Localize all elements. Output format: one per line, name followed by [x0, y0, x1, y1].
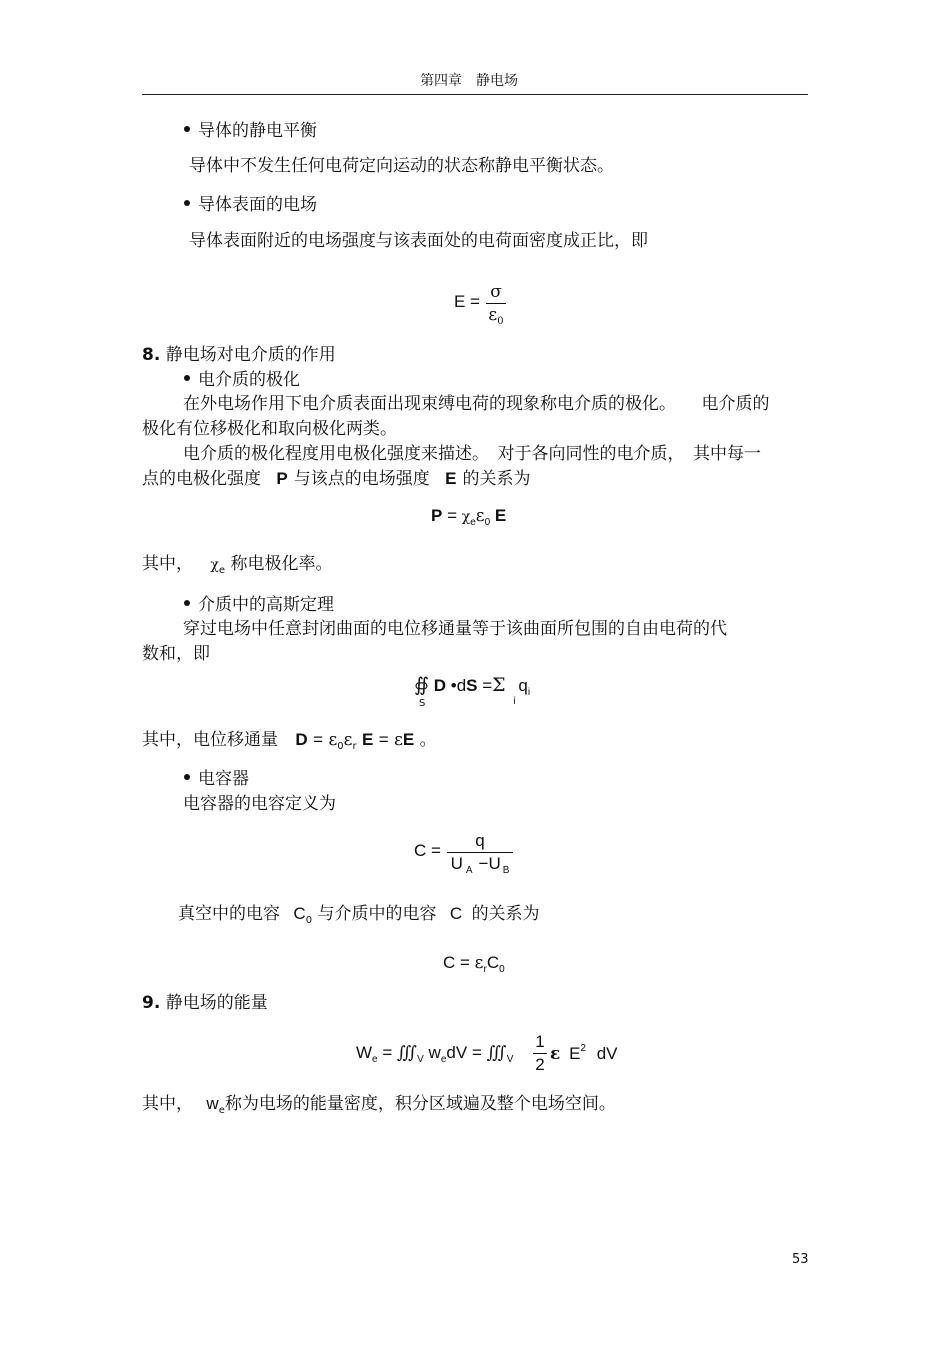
heading-capacitor: 电容器 — [198, 769, 249, 789]
triple-integral-icon: ∭ — [486, 1043, 507, 1063]
section-number: 8. — [142, 345, 161, 365]
section-number: 9. — [142, 993, 161, 1013]
bullet-conductor-surface — [184, 194, 317, 216]
formula-capacitance-lhs: C = — [414, 841, 441, 860]
bullet-capacitor — [184, 768, 249, 790]
page-header: 第四章 静电场 — [420, 73, 518, 89]
formula-surface-fraction — [486, 281, 506, 333]
section-title: 静电场对电介质的作用 — [165, 345, 336, 365]
header-rule — [142, 94, 808, 95]
fraction-denominator: U $_A$ −U $_B$ — [450, 854, 510, 876]
section-title: 静电场的能量 — [165, 993, 268, 1013]
heading-conductor-equilibrium: 导体的静电平衡 — [198, 121, 317, 141]
surface-integral-icon: ∯ — [414, 674, 429, 696]
energy-note: 其中， $w_e$称为电场的能量密度，积分区域遍及整个电场空间。 — [142, 1094, 616, 1116]
polarization-p1-line1: 在外电场作用下电介质表面出现束缚电荷的现象称电介质的极化。 电介质的 — [183, 394, 770, 414]
fraction-denominator: 2 — [535, 1055, 545, 1074]
sum-subscript: i — [513, 696, 516, 707]
capacitor-definition: 电容器的电容定义为 — [183, 794, 336, 814]
formula-gauss: ∯ D •dS =Σ $q_i$ — [414, 674, 531, 698]
summation-icon: Σ — [492, 674, 506, 696]
bullet-dot — [184, 375, 190, 381]
section-8-heading — [142, 344, 336, 366]
bullet-gauss — [184, 594, 334, 616]
fraction-numerator: σ — [490, 282, 502, 302]
polarization-p2-line1: 电介质的极化程度用电极化强度来描述。 对于各向同性的电介质， 其中每一 — [183, 444, 761, 464]
paragraph-conductor-surface: 导体表面附近的电场强度与该表面处的电荷面密度成正比，即 — [189, 231, 648, 251]
polarization-p1-line2: 极化有位移极化和取向极化两类。 — [142, 419, 397, 439]
fraction-numerator: 1 — [535, 1032, 545, 1051]
capacitor-relation: 真空中的电容 $C_0$ 与介质中的电容 C 的关系为 — [178, 904, 540, 926]
formula-energy-tail: ε $E^2$ dV — [550, 1043, 618, 1064]
formula-capacitance-fraction — [447, 830, 513, 882]
paragraph-conductor-equilibrium: 导体中不发生任何电荷定向运动的状态称静电平衡状态。 — [189, 156, 614, 176]
gauss-line1: 穿过电场中任意封闭曲面的电位移通量等于该曲面所包围的自由电荷的代 — [183, 619, 727, 639]
gauss-note: 其中，电位移通量 $D = \varepsilon_0\varepsilon_r$ E = εE 。 — [142, 730, 437, 752]
bullet-dot — [184, 126, 190, 132]
polarization-p2-line2: 点的电极化强度 P 与该点的电场强度 E 的关系为 — [142, 469, 531, 489]
formula-capacitance-relation: $C = \varepsilon_rC_0$ — [443, 953, 505, 975]
formula-polarization: $P = \chi_e\varepsilon_0$ E — [431, 506, 507, 528]
formula-surface-lhs: E = — [454, 292, 480, 311]
heading-polarization: 电介质的极化 — [198, 370, 300, 390]
gauss-line2: 数和，即 — [142, 644, 210, 664]
fraction-numerator: q — [475, 831, 485, 850]
triple-integral-icon: ∭ — [397, 1043, 418, 1063]
fraction-denominator: $\varepsilon_0$ — [488, 305, 504, 327]
polarization-note: 其中， $\chi_e$ 称电极化率。 — [142, 554, 333, 576]
bullet-dot — [184, 200, 190, 206]
formula-energy: $W_e$ = $∭_V$ $w_edV$ = $∭_V$ — [356, 1043, 514, 1065]
vector-P: P — [276, 469, 288, 488]
heading-gauss: 介质中的高斯定理 — [198, 595, 334, 615]
heading-conductor-surface: 导体表面的电场 — [198, 195, 317, 215]
oint-subscript: S — [419, 698, 426, 709]
page-number: 53 — [792, 1252, 809, 1267]
bullet-dot — [184, 600, 190, 606]
bullet-polarization — [184, 369, 300, 391]
bullet-conductor-equilibrium — [184, 120, 317, 142]
vector-E: E — [445, 469, 457, 488]
bullet-dot — [184, 774, 190, 780]
formula-energy-half — [533, 1031, 547, 1076]
section-9-heading — [142, 992, 268, 1014]
